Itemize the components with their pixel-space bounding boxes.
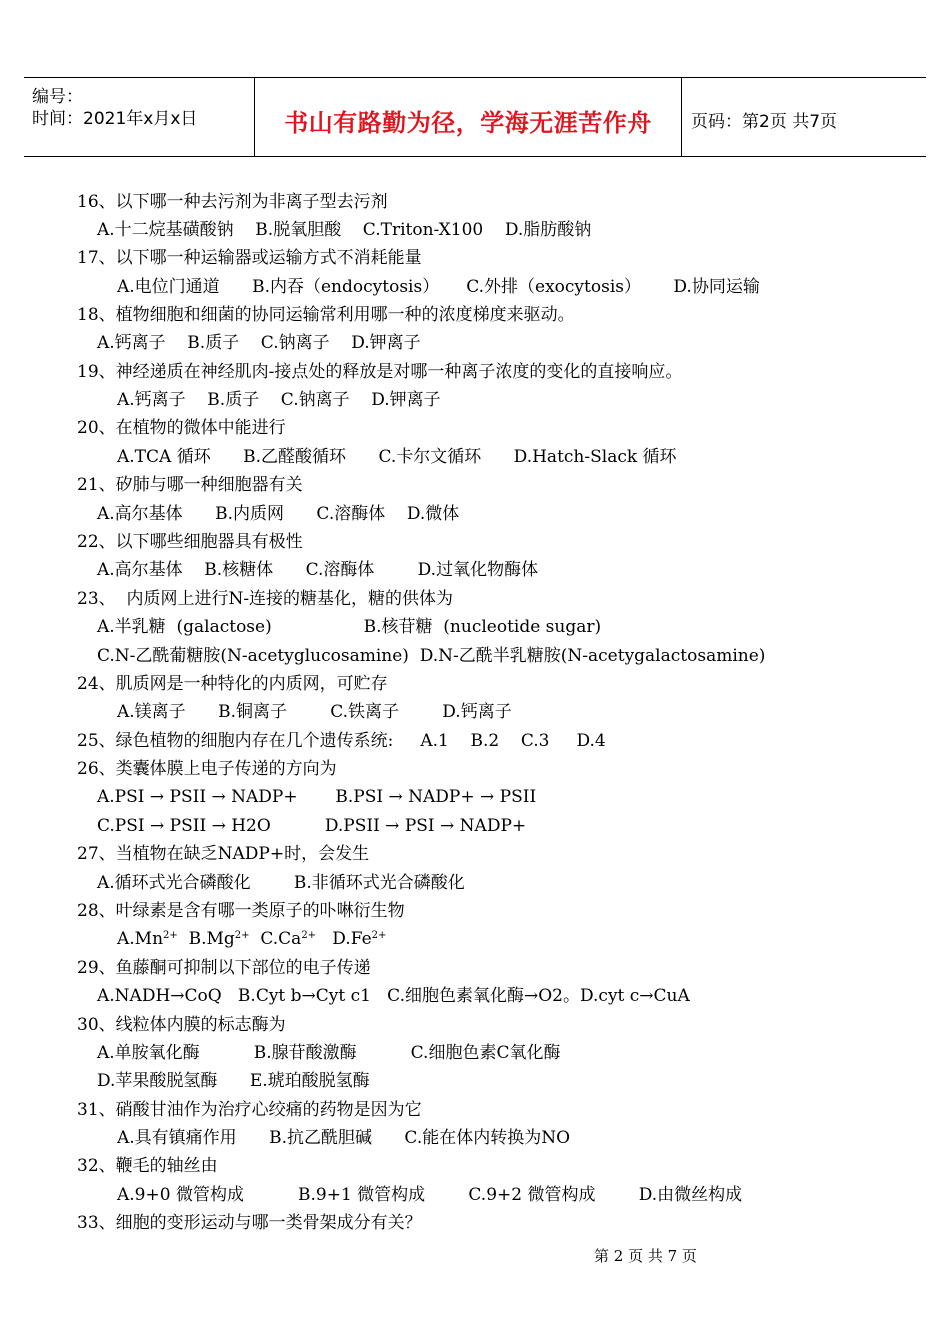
question-30: 30、线粒体内膜的标志酶为 bbox=[77, 1015, 286, 1035]
question-20: 20、在植物的微体中能进行 bbox=[77, 418, 286, 438]
charge-superscript: 2+ bbox=[234, 930, 250, 941]
options-16: A.十二烷基磺酸钠 B.脱氧胆酸 C.Triton-X100 D.脂肪酸钠 bbox=[97, 220, 592, 240]
page-footer: 第 2 页 共 7 页 bbox=[594, 1247, 697, 1265]
options-20: A.TCA 循环 B.乙醛酸循环 C.卡尔文循环 D.Hatch-Slack 循环 bbox=[117, 447, 677, 467]
header-page-cell bbox=[681, 78, 926, 156]
options-28 bbox=[117, 928, 386, 950]
question-24: 24、肌质网是一种特化的内质网，可贮存 bbox=[77, 674, 388, 694]
question-17: 17、以下哪一种运输器或运输方式不消耗能量 bbox=[77, 248, 422, 268]
question-29: 29、鱼藤酮可抑制以下部位的电子传递 bbox=[77, 958, 371, 978]
page-header bbox=[24, 77, 926, 157]
question-27: 27、当植物在缺乏NADP+时，会发生 bbox=[77, 844, 370, 864]
options-30-abc: A.单胺氧化酶 B.腺苷酸激酶 C.细胞色素C氧化酶 bbox=[97, 1043, 561, 1063]
options-19: A.钙离子 B.质子 C.钠离子 D.钾离子 bbox=[117, 390, 441, 410]
options-18: A.钙离子 B.质子 C.钠离子 D.钾离子 bbox=[97, 333, 421, 353]
charge-superscript: 2+ bbox=[371, 930, 387, 941]
options-29: A.NADH→CoQ B.Cyt b→Cyt c1 C.细胞色素氧化酶→O2。D.cyt c→CuA bbox=[97, 986, 690, 1006]
option-28-c: C.Ca bbox=[260, 929, 302, 949]
serial-label: 编号： bbox=[32, 87, 83, 107]
question-19: 19、神经递质在神经肌肉-接点处的释放是对哪一种离子浓度的变化的直接响应。 bbox=[77, 362, 683, 382]
question-28: 28、叶绿素是含有哪一类原子的卟啉衍生物 bbox=[77, 901, 405, 921]
options-32: A.9+0 微管构成 B.9+1 微管构成 C.9+2 微管构成 D.由微丝构成 bbox=[117, 1185, 743, 1205]
motto: 书山有路勤为径，学海无涯苦作舟 bbox=[284, 109, 652, 137]
option-28-d: D.Fe bbox=[332, 929, 372, 949]
option-28-a: A.Mn bbox=[117, 929, 164, 949]
header-motto-cell bbox=[254, 78, 682, 156]
header-left-cell bbox=[24, 78, 254, 156]
options-30-de: D.苹果酸脱氢酶 E.琥珀酸脱氢酶 bbox=[97, 1071, 370, 1091]
options-26-ab: A.PSI → PSII → NADP+ B.PSI → NADP+ → PSII bbox=[97, 787, 537, 807]
question-21: 21、矽肺与哪一种细胞器有关 bbox=[77, 475, 303, 495]
question-23: 23、 内质网上进行N-连接的糖基化，糖的供体为 bbox=[77, 589, 454, 609]
options-26-cd: C.PSI → PSII → H2O D.PSII → PSI → NADP+ bbox=[97, 816, 527, 836]
charge-superscript: 2+ bbox=[163, 930, 178, 941]
options-21: A.高尔基体 B.内质网 C.溶酶体 D.微体 bbox=[97, 504, 460, 524]
question-25: 25、绿色植物的细胞内存在几个遗传系统: A.1 B.2 C.3 D.4 bbox=[77, 731, 606, 751]
options-17: A.电位门通道 B.内吞（endocytosis） C.外排（exocytosis） D.协同运输 bbox=[117, 277, 760, 297]
question-31: 31、硝酸甘油作为治疗心绞痛的药物是因为它 bbox=[77, 1100, 422, 1120]
options-31: A.具有镇痛作用 B.抗乙酰胆碱 C.能在体内转换为NO bbox=[117, 1128, 571, 1148]
option-28-b: B.Mg bbox=[188, 929, 235, 949]
question-18: 18、植物细胞和细菌的协同运输常利用哪一种的浓度梯度来驱动。 bbox=[77, 305, 575, 325]
options-24: A.镁离子 B.铜离子 C.铁离子 D.钙离子 bbox=[117, 702, 512, 722]
options-23-cd: C.N-乙酰葡糖胺(N-acetyglucosamine) D.N-乙酰半乳糖胺(N-acetygalactosamine) bbox=[97, 646, 766, 666]
charge-superscript: 2+ bbox=[301, 930, 317, 941]
options-23-ab: A.半乳糖 (galactose) B.核苷糖 (nucleotide sugar) bbox=[97, 617, 602, 637]
question-32: 32、鞭毛的轴丝由 bbox=[77, 1156, 218, 1176]
question-26: 26、类囊体膜上电子传递的方向为 bbox=[77, 759, 337, 779]
options-27: A.循环式光合磷酸化 B.非循环式光合磷酸化 bbox=[97, 873, 465, 893]
question-33: 33、细胞的变形运动与哪一类骨架成分有关？ bbox=[77, 1213, 422, 1233]
page-info: 页码：第2页 共7页 bbox=[691, 112, 838, 132]
time-label: 时间：2021年x月x日 bbox=[32, 109, 198, 129]
question-22: 22、以下哪些细胞器具有极性 bbox=[77, 532, 303, 552]
options-22: A.高尔基体 B.核糖体 C.溶酶体 D.过氧化物酶体 bbox=[97, 560, 539, 580]
question-16: 16、以下哪一种去污剂为非离子型去污剂 bbox=[77, 192, 388, 212]
